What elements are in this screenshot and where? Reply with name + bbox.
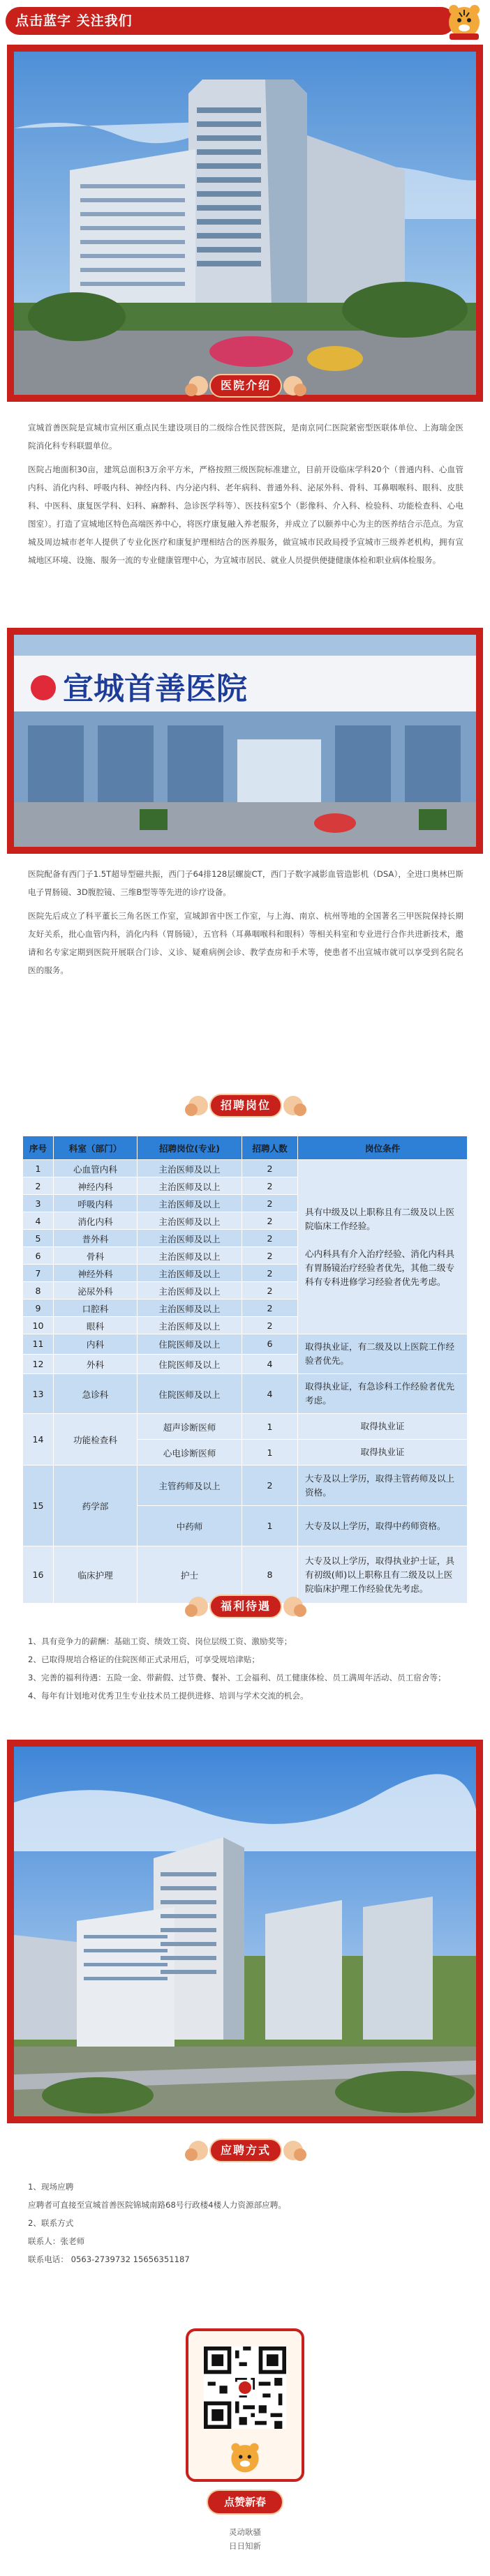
cell-post: 主治医师及以上: [138, 1265, 242, 1282]
cell-dept: 消化内科: [54, 1212, 138, 1230]
cell-count: 4: [242, 1374, 298, 1414]
cell-post: 主治医师及以上: [138, 1247, 242, 1265]
cell-count: 2: [242, 1230, 298, 1247]
cell-conditions: 取得执业证，有急诊科工作经验者优先考虑。: [298, 1374, 468, 1414]
contact-person: 联系人：张老师: [28, 2236, 85, 2246]
cell-count: 2: [242, 1177, 298, 1195]
cell-post: 主治医师及以上: [138, 1282, 242, 1300]
cell-post: 护士: [138, 1546, 242, 1604]
cell-post: 主治医师及以上: [138, 1300, 242, 1317]
list-item: 4、每年有计划地对优秀卫生专业技术员工提供进修、培训与学术交流的机会。: [28, 1691, 309, 1701]
apply-line: 应聘者可直接至宣城首善医院锦城南路68号行政楼4楼人力资源部应聘。: [28, 2200, 286, 2210]
col-header-count: 招聘人数: [242, 1136, 298, 1160]
table-row: [23, 1374, 468, 1414]
apply-line: 2、联系方式: [28, 2218, 74, 2228]
list-item: 3、完善的福利待遇：五险一金、带薪假、过节费、餐补、工会福利、员工健康体检、员工满周年活动、员工宿舍等；: [28, 1673, 446, 1682]
footer-banner: [207, 2487, 283, 2517]
cell-no: 6: [23, 1247, 54, 1265]
cell-no: 10: [23, 1317, 54, 1334]
top-bar: [0, 0, 490, 42]
list-item: 2、已取得规培合格证的住院医师正式录用后，可享受规培津贴；: [28, 1655, 260, 1664]
photo-frame-building: [7, 45, 483, 402]
section-title-text: 招聘岗位: [220, 1099, 271, 1112]
cell-no: 14: [23, 1414, 54, 1466]
hospital-building-photo: [14, 52, 476, 395]
section-title-jobs: [183, 1090, 309, 1122]
cell-count: 2: [242, 1265, 298, 1282]
equipment-paragraph-2: 医院先后成立了科平董长三角名医工作室，宣城卸省中医工作室，与上海、南京、杭州等地的全国著名三甲医院保持长期友好关系，批心血管内科，消化内科（胃肠镜），五官科（耳鼻咽喉科和眼科）等相关科室和专业进行合作共进新技术，邀请和名专家定期到医院开展联合门诊、义诊、疑难病例会诊、教学查房和手术等，使患者不出宣城市就可以享受到名院名医的服务。: [28, 911, 463, 975]
tiger-mascot-icon: [226, 2440, 264, 2475]
cell-dept: 口腔科: [54, 1300, 138, 1317]
cell-no: 11: [23, 1334, 54, 1355]
jobs-table: [22, 1136, 468, 1604]
cell-no: 1: [23, 1160, 54, 1177]
hospital-aerial-photo: [14, 1747, 476, 2116]
cell-dept: 普外科: [54, 1230, 138, 1247]
follow-label[interactable]: 点击蓝字 关注我们: [15, 13, 133, 29]
cell-dept: 功能检查科: [54, 1414, 138, 1466]
cell-dept: 临床护理: [54, 1546, 138, 1604]
contact-phone[interactable]: 联系电话： 0563-2739732 15656351187: [28, 2254, 190, 2264]
cell-count: 2: [242, 1317, 298, 1334]
col-header-dept: 科室（部门）: [54, 1136, 138, 1160]
intro-paragraph-1: 宣城首善医院是宣城市宣州区重点民生建设项目的二级综合性民营医院，是南京同仁医院紧密型医联体单位、上海瑞金医院消化科专科联盟单位。: [28, 423, 463, 451]
table-header-row: [23, 1136, 468, 1160]
cell-count: 2: [242, 1300, 298, 1317]
cell-post: 主治医师及以上: [138, 1317, 242, 1334]
col-header-conditions: 岗位条件: [298, 1136, 468, 1160]
footer-line-1: 灵动耿骚: [229, 2527, 261, 2537]
svg-text:宣城首善医院: 宣城首善医院: [63, 671, 247, 707]
col-header-post: 招聘岗位(专业): [138, 1136, 242, 1160]
cell-dept: 神经内科: [54, 1177, 138, 1195]
table-row: [23, 1414, 468, 1440]
hospital-front-photo: [14, 635, 476, 847]
cell-post: 主治医师及以上: [138, 1212, 242, 1230]
cell-post: 主治医师及以上: [138, 1177, 242, 1195]
cell-post: 超声诊断医师: [138, 1414, 242, 1440]
cell-no: 16: [23, 1546, 54, 1604]
cell-conditions: 大专及以上学历，取得中药师资格。: [298, 1506, 468, 1546]
cell-dept: 眼科: [54, 1317, 138, 1334]
cell-dept: 呼吸内科: [54, 1195, 138, 1212]
cell-conditions: 大专及以上学历，取得执业护士证，具有初级(师)以上职称且有二级及以上医院临床护理工作经验优先考虑。: [298, 1546, 468, 1604]
cell-dept: 急诊科: [54, 1374, 138, 1414]
section-title-text: 福利待遇: [220, 1599, 271, 1613]
cell-conditions: 大专及以上学历，取得主管药师及以上资格。: [298, 1466, 468, 1506]
section-title-intro: [183, 370, 309, 402]
cell-no: 7: [23, 1265, 54, 1282]
section-title-apply: [183, 2134, 309, 2167]
cell-count: 2: [242, 1195, 298, 1212]
cloud-ornament-icon: [278, 372, 309, 400]
photo-frame-aerial: [7, 1740, 483, 2123]
cell-count: 4: [242, 1354, 298, 1374]
cell-post: 主治医师及以上: [138, 1230, 242, 1247]
section-title-benefits: [183, 1590, 309, 1622]
cell-no: 13: [23, 1374, 54, 1414]
cell-dept: 心血管内科: [54, 1160, 138, 1177]
section-title-text: 医院介绍: [220, 379, 271, 392]
cell-dept: 泌尿外科: [54, 1282, 138, 1300]
cell-post: 主治医师及以上: [138, 1195, 242, 1212]
cell-conditions-group: 具有中级及以上职称且有二级及以上医院临床工作经验。 心内科具有介入治疗经验、消化内科具有胃肠镜治疗经验者优先，其他二级专科有专科进修学习经验者优先考虑。: [298, 1160, 468, 1334]
cell-no: 12: [23, 1354, 54, 1374]
table-row: [23, 1160, 468, 1177]
section-title-text: 应聘方式: [220, 2144, 271, 2157]
cell-conditions: 取得执业证: [298, 1440, 468, 1466]
cell-post: 住院医师及以上: [138, 1354, 242, 1374]
footer-line-2: 日日知新: [229, 2541, 261, 2551]
equipment-paragraph-1: 医院配备有西门子1.5T超导型磁共振，西门子64排128层螺旋CT，西门子数字减影血管造影机（DSA），全进口奥林巴斯电子胃肠镜、3D腹腔镜、三维B型等等先进的诊疗设备。: [28, 869, 463, 897]
cell-dept: 骨科: [54, 1247, 138, 1265]
table-row: [23, 1466, 468, 1506]
cell-count: 2: [242, 1247, 298, 1265]
list-item: 1、具有竞争力的薪酬：基础工资、绩效工资、岗位层级工资、激励奖等；: [28, 1636, 292, 1646]
cell-post: 中药师: [138, 1506, 242, 1546]
follow-banner[interactable]: [6, 7, 455, 35]
qr-card: [186, 2328, 304, 2482]
cell-count: 1: [242, 1506, 298, 1546]
apply-info: [28, 2178, 461, 2268]
cell-post: 主治医师及以上: [138, 1160, 242, 1177]
footer-tag-text: 点赞新春: [223, 2496, 266, 2508]
cell-post: 住院医师及以上: [138, 1334, 242, 1355]
cell-conditions: 取得执业证: [298, 1414, 468, 1440]
cell-no: 3: [23, 1195, 54, 1212]
table-row: [23, 1334, 468, 1355]
tiger-mascot-icon: [444, 1, 484, 40]
cell-count: 2: [242, 1160, 298, 1177]
cell-post: 主管药师及以上: [138, 1466, 242, 1506]
cell-conditions: 取得执业证，有二级及以上医院工作经验者优先。: [298, 1334, 468, 1374]
cell-no: 15: [23, 1466, 54, 1546]
cell-dept: 神经外科: [54, 1265, 138, 1282]
intro-paragraph-2: 医院占地面积30亩，建筑总面积3万余平方米，严格按照三级医院标准建立，目前开设临床学科20个（普通内科、心血管内科、消化内科、呼吸内科、神经内科、内分泌内科、老年病科、普通外科、泌尿外科、骨科、耳鼻咽喉科、眼科、皮肤科、中医科、康复医学科、妇科、麻醉科、急诊医学科等）、医技科室5个（影像科、介入科、检验科、功能检查科、心电图室）。打造了宣城地区特色高端医养中心，将医疗康复融入养老服务，并成立了以颐养中心为主的医养结合示范点。为宣城及周边城市老年人提供了专业化医疗和康复护理相结合的医养服务，做宣城市民政局授予宣城市三级养老机构，拥有宣城地区环境、设施、服务一流的专业健康管理中心，为宣城市居民、就业人员提供便捷健康体检和职业病体检服务。: [28, 465, 463, 565]
benefits-list: [28, 1632, 461, 1705]
cell-count: 1: [242, 1414, 298, 1440]
cell-count: 8: [242, 1546, 298, 1604]
cell-count: 2: [242, 1212, 298, 1230]
cloud-ornament-icon: [278, 2137, 309, 2164]
cell-no: 5: [23, 1230, 54, 1247]
col-header-no: 序号: [23, 1136, 54, 1160]
cell-count: 2: [242, 1466, 298, 1506]
cell-dept: 药学部: [54, 1466, 138, 1546]
cell-post: 住院医师及以上: [138, 1374, 242, 1414]
cell-dept: 外科: [54, 1354, 138, 1374]
qr-code-icon[interactable]: [204, 2347, 286, 2429]
cell-no: 8: [23, 1282, 54, 1300]
cell-no: 9: [23, 1300, 54, 1317]
apply-line: 1、现场应聘: [28, 2182, 74, 2192]
cell-dept: 内科: [54, 1334, 138, 1355]
cloud-ornament-icon: [278, 1092, 309, 1120]
cell-count: 1: [242, 1440, 298, 1466]
photo-frame-front: [7, 628, 483, 854]
cell-post: 心电诊断医师: [138, 1440, 242, 1466]
cell-count: 2: [242, 1282, 298, 1300]
cell-no: 2: [23, 1177, 54, 1195]
cell-no: 4: [23, 1212, 54, 1230]
cloud-ornament-icon: [278, 1592, 309, 1620]
cell-count: 6: [242, 1334, 298, 1355]
